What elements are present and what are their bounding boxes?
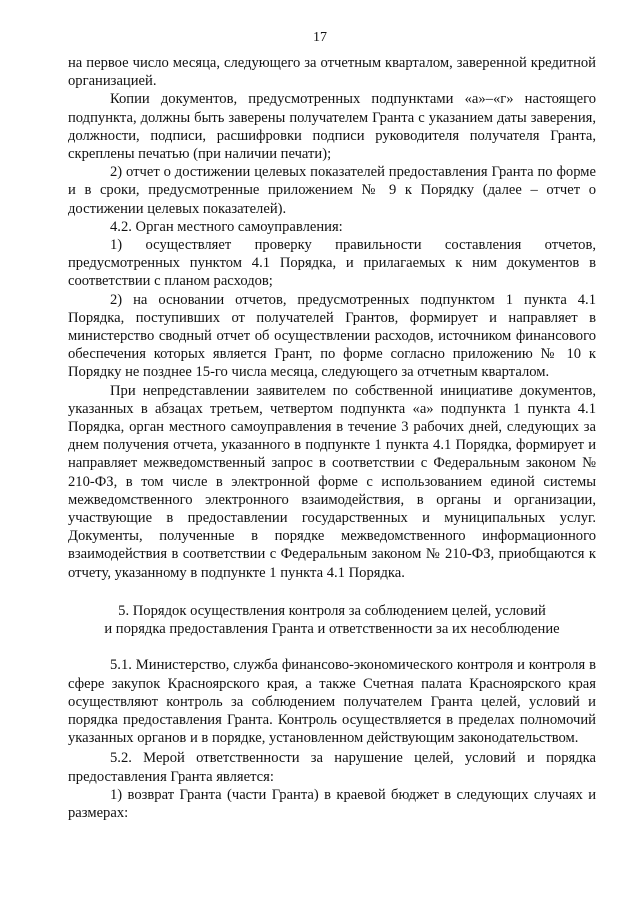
paragraph-local-authority-heading: 4.2. Орган местного самоуправления: (110, 218, 343, 235)
section-5-heading (68, 602, 596, 638)
paragraph-target-report: 2) отчет о достижении целевых показателей предоставления Гранта по форме и в сроки, предусмотренные приложением № 9 к Порядку (далее – отчет о достижении целевых показателей). (68, 164, 596, 217)
section-5-heading-line-1: 5. Порядок осуществления контроля за соблюдением целей, условий (118, 602, 546, 619)
paragraph-verification: 1) осуществляет проверку правильности составления отчетов, предусмотренных пунктом 4.1 Порядка, и прилагаемых к ним документов в соответствии с планом расходов; (68, 237, 596, 290)
paragraph-grant-return: 1) возврат Гранта (части Гранта) в краевой бюджет в следующих случаях и размерах: (68, 786, 596, 821)
page-number: 17 (313, 30, 327, 45)
paragraph-interagency-request: При непредставлении заявителем по собственной инициативе документов, указанных в абзацах третьем, четвертом подпункта «а» подпункта 1 пункта 4.1 Порядка, орган местного самоуправления в течение 3 рабочих дней, следующих за днем получения отчета, указанного в подпункте 1 пункта 4.1 Порядка, формирует и направляет межведомственный запрос в соответствии с Федеральным законом № 210-ФЗ, в том числе в электронной форме с использованием единой системы межведомственного электронного взаимодействия, в органы и организации, участвующие в предоставлении государственных и муниципальных услуг. Документы, полученные в порядке межведомственного информационного взаимодействия в соответствии с Федеральным законом № 210-ФЗ, приобщаются к отчету, указанному в подпункте 1 пункта 4.1 Порядка. (68, 382, 596, 581)
paragraph-copies-certification: Копии документов, предусмотренных подпунктами «а»–«г» настоящего подпункта, должны быть заверены получателем Гранта с указанием даты заверения, должности, подписи, расшифровки подписи руководителя получателя Гранта, скреплены печатью (при наличии печати); (68, 91, 596, 163)
paragraph-summary-report: 2) на основании отчетов, предусмотренных подпунктом 1 пункта 4.1 Порядка, поступивших от получателей Грантов, формирует и направляет в министерство сводный отчет об осуществлении расходов, источником финансового обеспечения которых является Грант, по форме согласно приложению № 10 к Порядку не позднее 15-го числа месяца, следующего за отчетным кварталом. (68, 291, 596, 381)
document-body (68, 54, 596, 822)
section-5-heading-line-2: и порядка предоставления Гранта и ответственности за их несоблюдение (104, 621, 560, 638)
paragraph-5-1-control: 5.1. Министерство, служба финансово-экономического контроля и контроля в сфере закупок Красноярского края, а также Счетная палата Красноярского края осуществляют контроль за соблюдением получателем Гранта целей, условий и порядка предоставления Гранта. Контроль осуществляется в пределах полномочий указанных органов и в порядке, установленном действующим законодательством. (68, 657, 596, 747)
paragraph-continuation: на первое число месяца, следующего за отчетным кварталом, заверенной кредитной организацией. (68, 55, 596, 90)
paragraph-5-2-responsibility: 5.2. Мерой ответственности за нарушение целей, условий и порядка предоставления Гранта является: (68, 750, 596, 785)
